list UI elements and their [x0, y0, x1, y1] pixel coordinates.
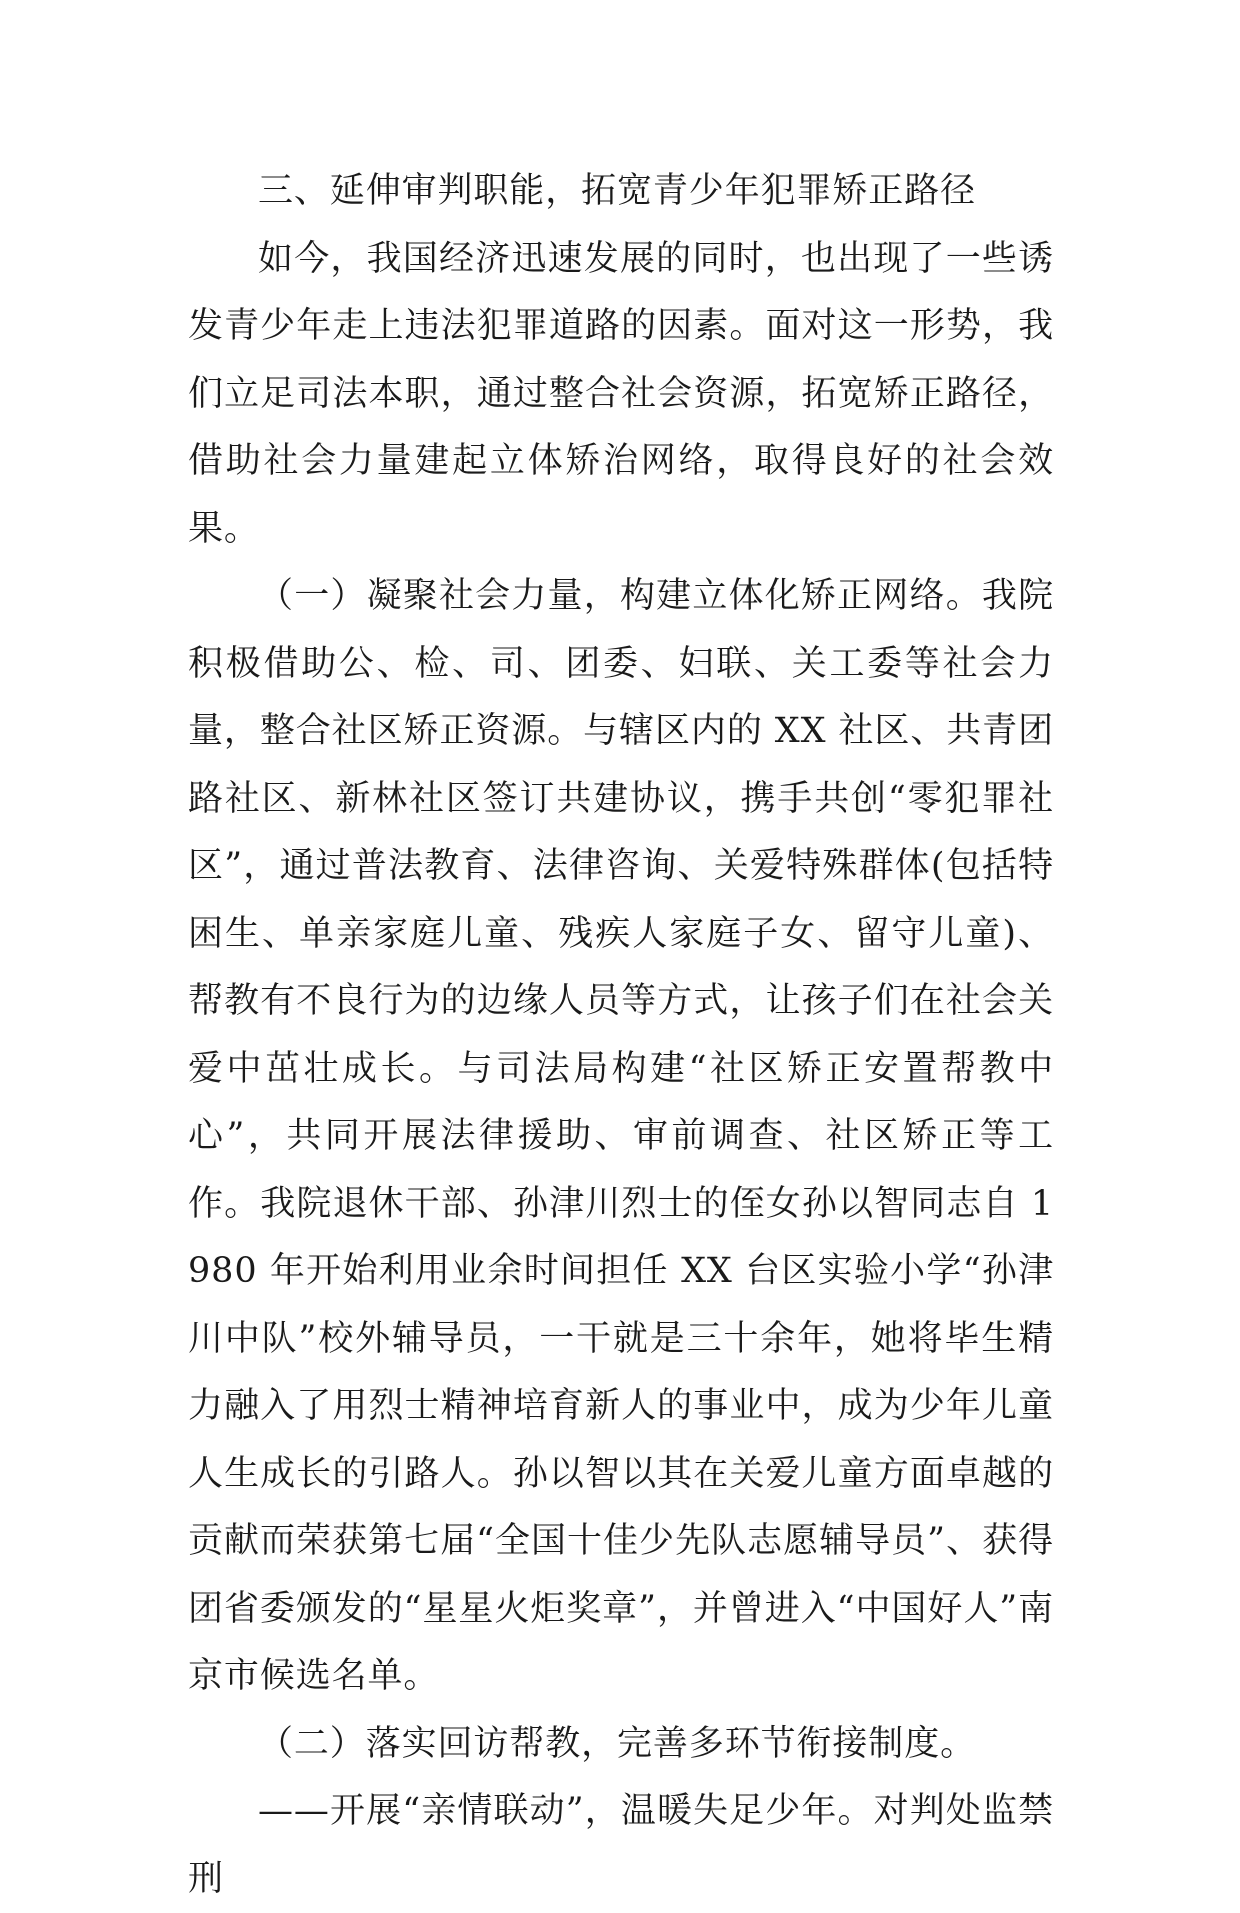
paragraph-intro: 如今，我国经济迅速发展的同时，也出现了一些诱发青少年走上违法犯罪道路的因素。面对这一形势，我们立足司法本职，通过整合社会资源，拓宽矫正路径，借助社会力量建起立体矫治网络，取得良好的社会效果。 — [188, 238, 1054, 549]
paragraph-subsection-2-heading: （二）落实回访帮教，完善多环节衔接制度。 — [258, 1723, 977, 1764]
section-heading: 三、延伸审判职能，拓宽青少年犯罪矫正路径 — [258, 171, 977, 211]
paragraph-family-linkage: ——开展“亲情联动”，温暖失足少年。对判处监禁刑 — [188, 1791, 1054, 1899]
paragraph-subsection-1: （一）凝聚社会力量，构建立体化矫正网络。我院积极借助公、检、司、团委、妇联、关工委等社会力量，整合社区矫正资源。与辖区内的 XX 社区、共青团路社区、新林社区签订共建协议，携手共创“零犯罪社区”，通过普法教育、法律咨询、关爱特殊群体(包括特困生、单亲家庭儿童、残疾人家庭子女、留守儿童)、帮教有不良行为的边缘人员等方式，让孩子们在社会关爱中茁壮成长。与司法局构建“社区矫正安置帮教中心”，共同开展法律援助、审前调查、社区矫正等工作。我院退休干部、孙津川烈士的侄女孙以智同志自 1980 年开始利用业余时间担任 XX 台区实验小学“孙津川中队”校外辅导员，一干就是三十余年，她将毕生精力融入了用烈士精神培育新人的事业中，成为少年儿童人生成长的引路人。孙以智以其在关爱儿童方面卓越的贡献而荣获第七届“全国十佳少先队志愿辅导员”、获得团省委颁发的“星星火炬奖章”，并曾进入“中国好人”南京市候选名单。 — [188, 576, 1054, 1696]
document-body — [188, 158, 1054, 1913]
